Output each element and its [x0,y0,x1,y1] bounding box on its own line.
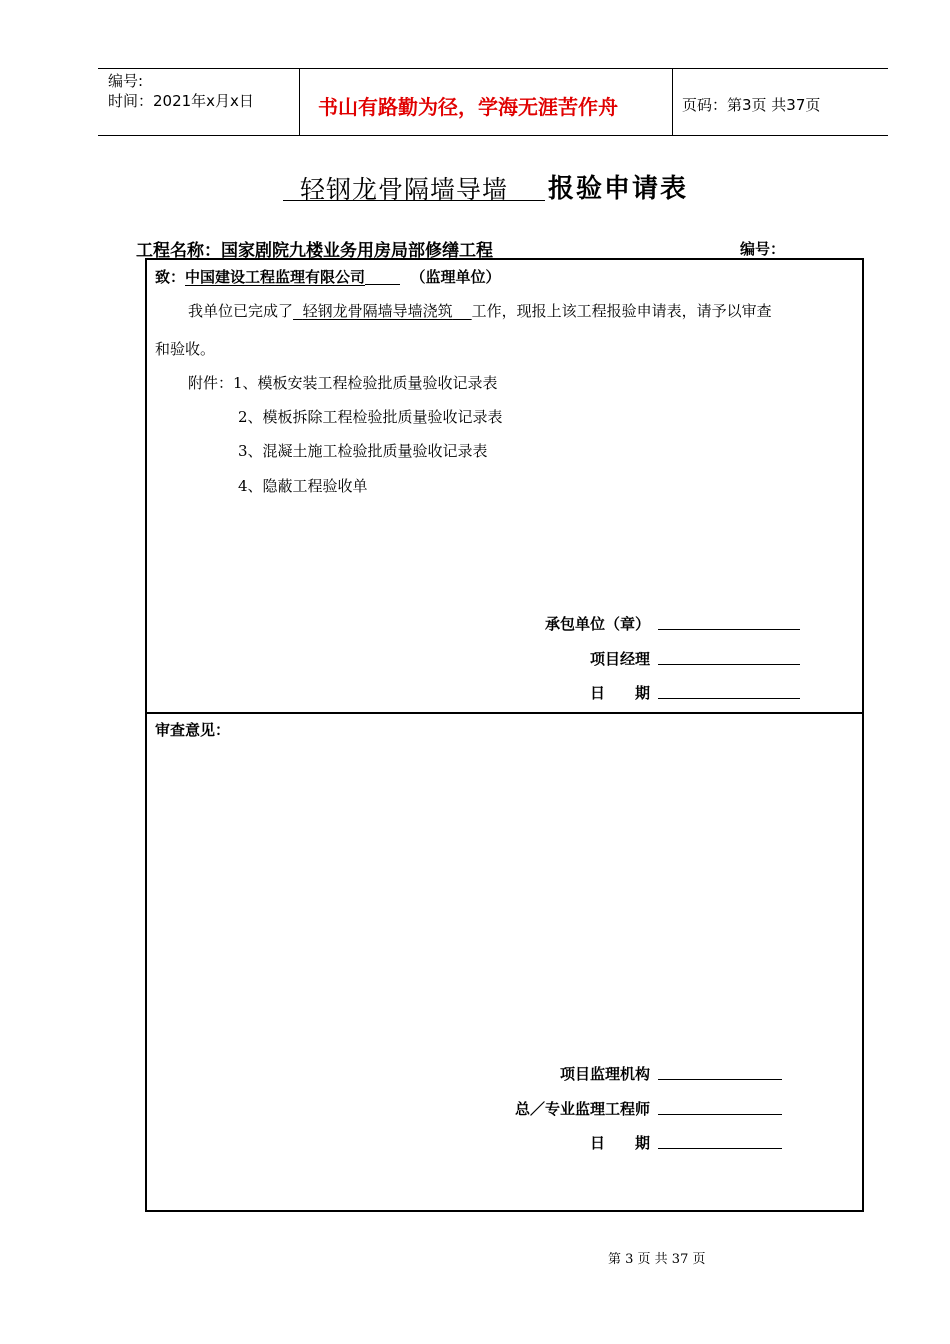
application-date-label: 日 期 [589,684,650,702]
attachments-line-1 [188,372,498,393]
contractor-signature-line [658,629,800,630]
header-bottom-rule [98,135,888,136]
attachment-item: 3、混凝土施工检验批质量验收记录表 [238,442,488,460]
addressee-prefix: 致： [155,268,186,286]
header-serial-label: 编号: [108,72,144,90]
statement-work-item: 轻钢龙骨隔墙导墙浇筑 [302,302,453,320]
form-title-subject: 轻钢龙骨隔墙导墙 [300,175,509,204]
addressee-company: 中国建设工程监理有限公司 [185,268,366,286]
header-page-info: 页码：第3页 共37页 [682,96,821,114]
attachment-item: 2、模板拆除工程检验批质量验收记录表 [238,408,503,426]
statement-suffix: 工作，现报上该工程报验申请表，请予以审查 [471,302,772,320]
attachment-item: 4、隐蔽工程验收单 [238,477,368,495]
addressee-blank [365,283,400,285]
project-name: 工程名称：国家剧院九楼业务用房局部修缮工程 [136,241,493,261]
footer-page-number: 第 3 页 共 37 页 [608,1252,706,1267]
review-date-label: 日 期 [589,1134,650,1152]
engineer-signature-label: 总／专业监理工程师 [514,1100,650,1118]
contractor-signature-label: 承包单位（章） [544,615,650,633]
review-date-line [658,1148,782,1149]
attachment-item: 1、模板安装工程检验批质量验收记录表 [233,374,498,392]
header-top-rule [98,68,888,69]
statement-prefix: 我单位已完成了 [188,302,294,320]
manager-signature-line [658,664,800,665]
review-label: 审查意见： [155,721,231,739]
statement-line-2: 和验收。 [155,340,216,358]
form-title-underline [283,200,545,201]
header-time: 时间：2021年x月x日 [108,92,254,110]
addressee-line [155,266,501,287]
agency-signature-line [658,1079,782,1080]
form-title-name: 报验申请表 [548,174,689,204]
review-section [145,712,864,1212]
attachments-prefix: 附件： [188,374,234,392]
header-motto: 书山有路勤为径，学海无涯苦作舟 [318,95,618,119]
manager-signature-label: 项目经理 [589,650,650,668]
header-divider-right [672,68,673,135]
engineer-signature-line [658,1114,782,1115]
agency-signature-label: 项目监理机构 [559,1065,650,1083]
project-number-label: 编号： [740,240,786,258]
statement-line [188,300,772,321]
header-divider-left [299,68,300,135]
addressee-suffix: （监理单位） [410,268,501,286]
application-date-line [658,698,800,699]
